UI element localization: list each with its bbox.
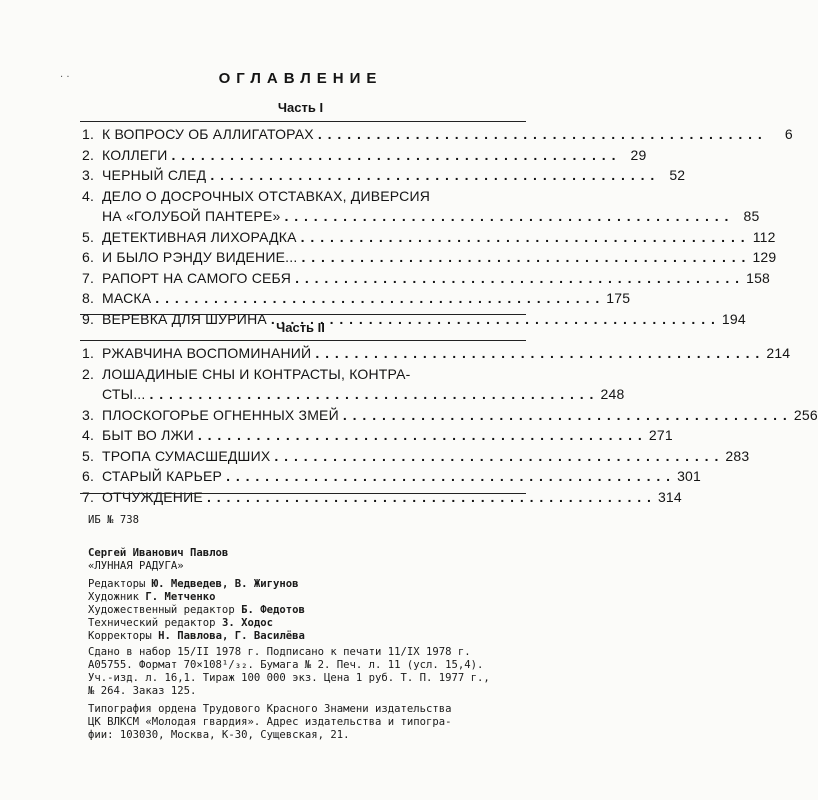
book-title: «ЛУННАЯ РАДУГА» [88, 560, 184, 572]
typography-line-2: ЦК ВЛКСМ «Молодая гвардия». Адрес издательства и типогра- [88, 716, 452, 728]
entry-number: 6. [82, 249, 95, 265]
art-editor-line [88, 604, 538, 617]
artist-label: Художник [88, 591, 146, 603]
tech-editor-label: Технический редактор [88, 617, 222, 629]
tech-editor-line [88, 617, 538, 630]
entry-page-number: 271 [648, 427, 673, 443]
toc-entry [82, 425, 673, 446]
entry-number: 3. [82, 167, 95, 183]
entry-page-number: 6 [784, 126, 793, 142]
print-line-1: Сдано в набор 15/II 1978 г. Подписано к печати 11/IX 1978 г. [88, 646, 471, 658]
dot-leader [314, 124, 767, 145]
entry-title: К ВОПРОСУ ОБ АЛЛИГАТОРАХ [102, 126, 314, 142]
entry-title: ЧЕРНЫЙ СЛЕД [102, 167, 207, 183]
entry-number: 7. [82, 488, 95, 505]
tech-editor-name: З. Ходос [221, 617, 273, 629]
part-one-heading: Часть I [277, 100, 324, 115]
correctors-names: Н. Павлова, Г. Василёва [158, 630, 305, 642]
entry-number: 9. [82, 310, 95, 327]
entry-number: 5. [82, 228, 95, 245]
editors-label: Редакторы [88, 578, 152, 590]
toc-entry [82, 446, 750, 467]
art-editor-label: Художественный редактор [88, 604, 242, 616]
typography-line-3: фии: 103030, Москва, К-30, Сущевская, 21. [88, 729, 350, 741]
entry-page-number: 158 [746, 269, 771, 286]
print-line-3: Уч.-изд. л. 16,1. Тираж 100 000 экз. Цена 1 руб. Т. П. 1977 г., [88, 672, 490, 684]
toc-entry [82, 247, 777, 268]
entry-title: ПЛОСКОГОРЬЕ ОГНЕННЫХ ЗМЕЙ [102, 406, 339, 423]
entry-number: 8. [82, 290, 95, 306]
entry-title: ДЕЛО О ДОСРОЧНЫХ ОТСТАВКАХ, ДИВЕРСИЯ [102, 187, 431, 204]
toc-entry [82, 227, 776, 248]
toc-entry [82, 145, 647, 166]
entry-number: 6. [82, 468, 95, 484]
editors-line [88, 578, 538, 591]
ib-number: ИБ № 738 [88, 514, 140, 526]
dot-leader [297, 247, 750, 268]
entry-page-number: 301 [677, 468, 702, 484]
toc-entry [82, 405, 818, 426]
entry-number: 4. [82, 427, 95, 443]
entry-number: 4. [82, 187, 95, 204]
art-editor-name: Б. Федотов [241, 604, 305, 616]
entry-number: 2. [82, 146, 95, 163]
entry-page-number: 214 [766, 345, 791, 361]
entry-title: БЫТ ВО ЛЖИ [102, 427, 194, 443]
credits-block [88, 578, 538, 643]
entry-title: СТАРЫЙ КАРЬЕР [102, 468, 223, 484]
part-two-bottom-rule [80, 493, 526, 494]
entry-page-number: 29 [630, 146, 647, 163]
dot-leader [151, 288, 604, 309]
printing-house-block [88, 703, 538, 742]
entry-page-number: 256 [793, 406, 818, 423]
entry-number: 2. [82, 365, 95, 382]
dot-leader [168, 145, 621, 166]
entry-title: ЛОШАДИНЫЕ СНЫ И КОНТРАСТЫ, КОНТРА- [102, 365, 411, 382]
ib-number-block [88, 514, 538, 527]
dot-leader [291, 268, 744, 289]
correctors-line [88, 630, 538, 643]
entry-title-continuation: НА «ГОЛУБОЙ ПАНТЕРЕ» [102, 208, 281, 224]
print-line-4: № 264. Заказ 125. [88, 685, 197, 697]
entry-page-number: 85 [743, 208, 760, 224]
toc-entry-continuation [82, 206, 760, 227]
entry-title: МАСКА [102, 290, 152, 306]
entry-number: 5. [82, 447, 95, 464]
contents-title: ОГЛАВЛЕНИЕ [218, 70, 383, 87]
dot-leader [222, 466, 675, 487]
dot-leader [194, 425, 647, 446]
dot-leader [280, 206, 733, 227]
entry-title: РАПОРТ НА САМОГО СЕБЯ [102, 269, 292, 286]
entry-title: И БЫЛО РЭНДУ ВИДЕНИЕ... [102, 249, 298, 265]
scan-speck: · · [60, 72, 70, 83]
entry-title: ВЕРЕВКА ДЛЯ ШУРИНА [102, 310, 267, 327]
toc-entry-continuation [82, 384, 625, 405]
part-one-list [82, 124, 793, 329]
entry-page-number: 175 [606, 290, 631, 306]
entry-title: ОТЧУЖДЕНИЕ [102, 488, 203, 505]
part-two-top-rule [80, 340, 526, 341]
dot-leader [339, 405, 792, 426]
entry-page-number: 112 [752, 228, 776, 245]
artist-name: Г. Метченко [145, 591, 216, 603]
author-name: Сергей Иванович Павлов [88, 547, 229, 559]
dot-leader [206, 165, 659, 186]
toc-entry [82, 268, 771, 289]
author-block [88, 547, 538, 573]
typography-line-1: Типография ордена Трудового Красного Знамени издательства [88, 703, 452, 715]
dot-leader [297, 227, 750, 248]
toc-entry [82, 186, 525, 207]
artist-line [88, 591, 538, 604]
entry-page-number: 194 [721, 310, 746, 327]
entry-page-number: 129 [752, 249, 777, 265]
dot-leader [145, 384, 598, 405]
entry-number: 1. [82, 345, 95, 361]
part-two-heading: Часть II [276, 320, 325, 335]
toc-entry [82, 124, 793, 145]
entry-number: 3. [82, 406, 95, 423]
entry-title: ТРОПА СУМАСШЕДШИХ [102, 447, 271, 464]
part-one-top-rule [80, 121, 526, 122]
part-one-bottom-rule [80, 314, 526, 315]
part-two-list [82, 343, 818, 507]
entry-title: КОЛЛЕГИ [102, 146, 168, 163]
print-line-2: А05755. Формат 70×108¹/₃₂. Бумага № 2. Печ. л. 11 (усл. 15,4). [88, 659, 484, 671]
toc-entry [82, 364, 525, 385]
entry-number: 7. [82, 269, 95, 286]
toc-entry [82, 487, 682, 508]
entry-page-number: 248 [600, 386, 625, 402]
toc-entry [82, 165, 686, 186]
toc-entry [82, 288, 631, 309]
toc-entry [82, 466, 702, 487]
entry-number: 1. [82, 126, 95, 142]
entry-title-continuation: СТЫ... [102, 386, 146, 402]
entry-page-number: 283 [725, 447, 750, 464]
correctors-label: Корректоры [88, 630, 159, 642]
toc-entry [82, 343, 791, 364]
dot-leader [270, 446, 723, 467]
entry-page-number: 314 [657, 488, 682, 505]
dot-leader [203, 487, 656, 508]
dot-leader [311, 343, 764, 364]
print-details-block [88, 646, 538, 698]
entry-page-number: 52 [669, 167, 686, 183]
entry-title: ДЕТЕКТИВНАЯ ЛИХОРАДКА [102, 228, 297, 245]
editors-names: Ю. Медведев, В. Жигунов [151, 578, 299, 590]
entry-title: РЖАВЧИНА ВОСПОМИНАНИЙ [102, 345, 312, 361]
